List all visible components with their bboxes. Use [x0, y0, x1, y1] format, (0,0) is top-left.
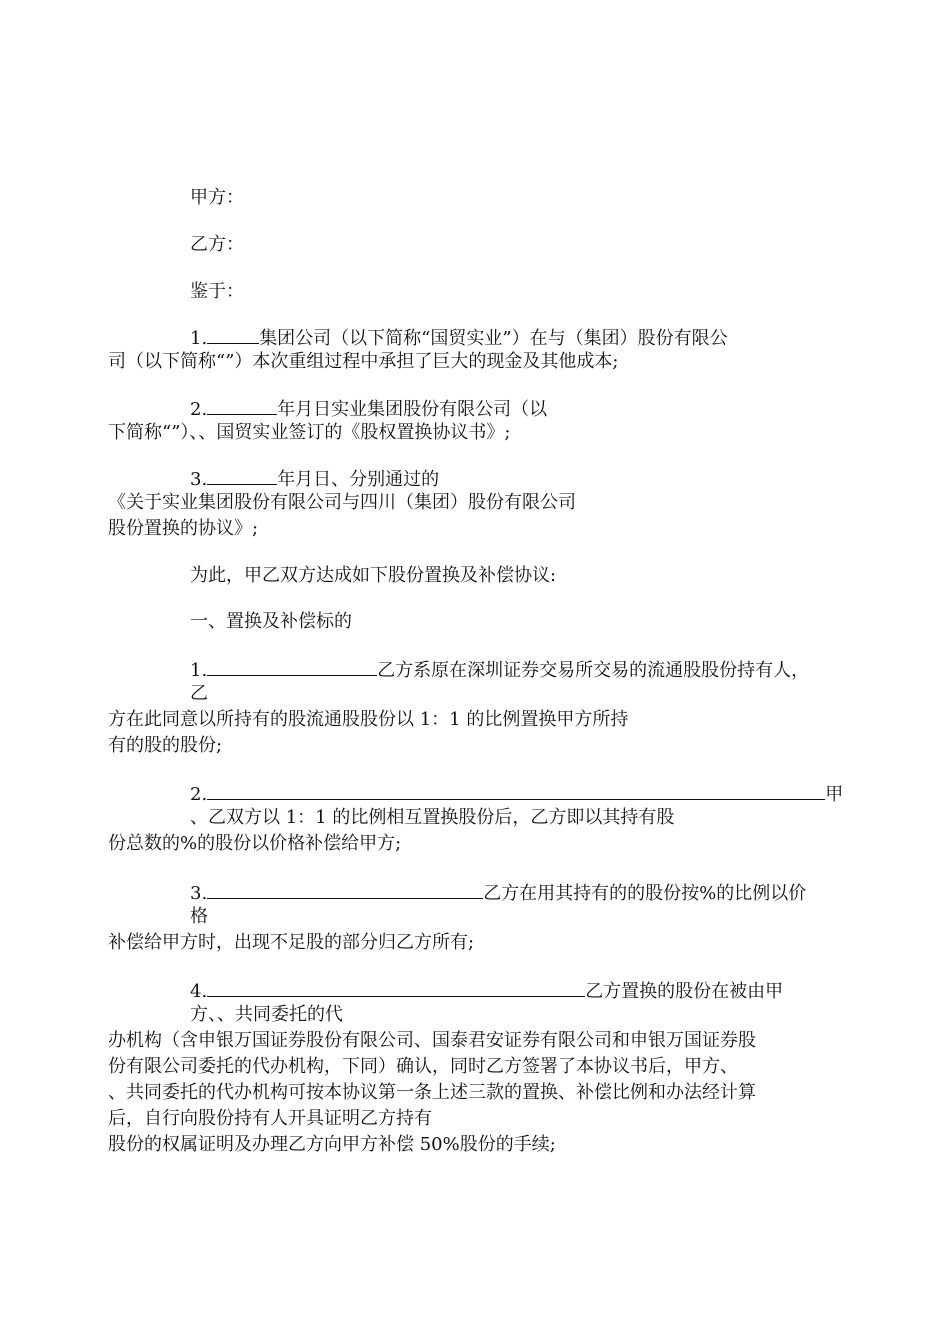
clause-4-line-6: 后，自行向股份持有人开具证明乙方持有 [108, 1108, 432, 1129]
clause-2-line-2: 、乙双方以 1：1 的比例相互置换股份后，乙方即以其持有股 [190, 807, 675, 828]
clause-4-line-2: 方、、共同委托的代 [190, 1004, 343, 1025]
recital-2-number: 2. [190, 399, 208, 420]
party-a-label: 甲方： [190, 187, 244, 208]
section-1-title: 一、置换及补偿标的 [190, 611, 352, 632]
party-b-label: 乙方： [190, 234, 244, 255]
blank-field [207, 394, 277, 415]
clause-1-number: 1. [190, 660, 208, 681]
blank-field [207, 878, 483, 899]
clause-4-text: 乙方置换的股份在被由甲 [585, 981, 784, 1002]
blank-field [207, 464, 277, 485]
clause-3-line-1 [190, 878, 806, 907]
clause-3-line-2: 格 [190, 906, 208, 927]
recital-2-text: 年月日实业集团股份有限公司（以 [277, 399, 548, 420]
recital-2-line-2: 下简称“”）、、国贸实业签订的《股权置换协议书》; [108, 422, 511, 443]
recital-1-text: 集团公司（以下简称“国贸实业”）在与（集团）股份有限公 [259, 328, 728, 349]
clause-2-text: 甲 [825, 784, 844, 805]
clause-2-line-1 [190, 779, 843, 808]
recital-2-line-1 [190, 394, 547, 423]
agreement-intro: 为此，甲乙双方达成如下股份置换及补偿协议: [190, 565, 557, 586]
clause-4-line-3: 办机构（含申银万国证券股份有限公司、国泰君安证券有限公司和申银万国证券股 [108, 1030, 756, 1051]
recital-3-line-3: 股份置换的协议》; [108, 518, 259, 539]
clause-1-line-2: 乙 [190, 683, 208, 704]
recital-1-number: 1. [190, 328, 208, 349]
blank-field [207, 976, 585, 997]
recital-1-line-2: 司（以下简称“”）本次重组过程中承担了巨大的现金及其他成本; [108, 351, 619, 372]
recital-1-line-1 [190, 323, 728, 352]
clause-4-line-1 [190, 976, 783, 1005]
clause-3-line-3: 补偿给甲方时，出现不足股的部分归乙方所有; [108, 932, 475, 953]
clause-3-text: 乙方在用其持有的的股份按%的比例以价 [483, 883, 807, 904]
clause-4-line-7: 股份的权属证明及办理乙方向甲方补偿 50%股份的手续; [108, 1134, 556, 1155]
recital-3-line-2: 《关于实业集团股份有限公司与四川（集团）股份有限公司 [108, 492, 576, 513]
clause-4-line-5: 、共同委托的代办机构可按本协议第一条上述三款的置换、补偿比例和办法经计算 [108, 1082, 756, 1103]
whereas-label: 鉴于： [190, 281, 244, 302]
clause-1-line-1 [190, 655, 809, 684]
clause-1-text: 乙方系原在深圳证券交易所交易的流通股股份持有人， [377, 660, 810, 681]
blank-field [207, 779, 825, 800]
blank-field [207, 323, 259, 344]
recital-3-number: 3. [190, 469, 208, 490]
clause-1-line-3: 方在此同意以所持有的股流通股股份以 1：1 的比例置换甲方所持 [108, 709, 629, 730]
clause-2-line-3: 份总数的%的股份以价格补偿给甲方; [108, 833, 402, 854]
recital-3-line-1 [190, 464, 439, 493]
clause-4-line-4: 份有限公司委托的代办机构，下同）确认，同时乙方签署了本协议书后，甲方、 [108, 1056, 738, 1077]
clause-2-number: 2. [190, 784, 208, 805]
recital-3-text: 年月日、分别通过的 [277, 469, 440, 490]
clause-3-number: 3. [190, 883, 208, 904]
clause-4-number: 4. [190, 981, 208, 1002]
blank-field [207, 655, 377, 676]
clause-1-line-4: 有的股的股份; [108, 735, 223, 756]
